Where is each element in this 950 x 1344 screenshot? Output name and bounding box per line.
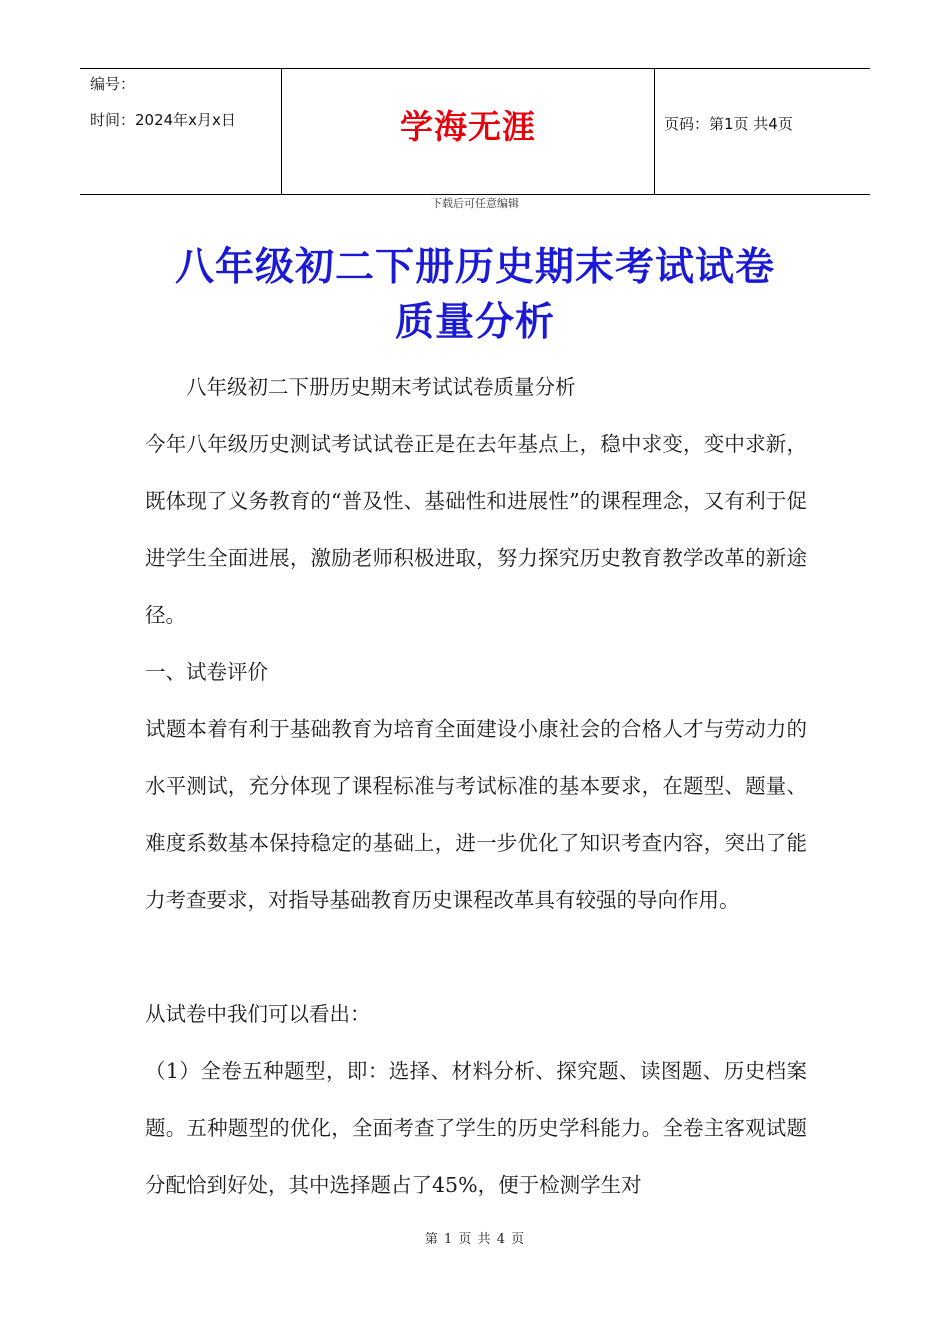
section-heading: 一、试卷评价 <box>145 660 268 684</box>
document-title-line-2: 质量分析 <box>394 300 555 345</box>
paragraph-intro: 今年八年级历史测试考试试卷正是在去年基点上，稳中求变，变中求新，既体现了义务教育的“普及性、基础性和进展性”的课程理念，又有利于促进学生全面进展，激励老师积极进取，努力探究历史教育教学改革的新途径。 <box>145 432 807 627</box>
page-footer: 第 1 页 共 4 页 <box>424 1232 526 1247</box>
header-table <box>80 68 870 195</box>
body-subtitle: 八年级初二下册历史期末考试试卷质量分析 <box>186 375 576 399</box>
document-title-line-1: 八年级初二下册历史期末考试试卷 <box>174 245 775 290</box>
paragraph-observation: 从试卷中我们可以看出： <box>145 1002 371 1026</box>
paragraph-evaluation: 试题本着有利于基础教育为培育全面建设小康社会的合格人才与劳动力的水平测试，充分体现了课程标准与考试标准的基本要求，在题型、题量、难度系数基本保持稳定的基础上，进一步优化了知识考查内容，突出了能力考查要求，对指导基础教育历史课程改革具有较强的导向作用。 <box>145 717 807 912</box>
brand-title: 学海无涯 <box>400 107 536 146</box>
page-number-label: 页码：第1页 共4页 <box>664 115 793 133</box>
paragraph-question-types: （1）全卷五种题型，即：选择、材料分析、探究题、读图题、历史档案题。五种题型的优化，全面考查了学生的历史学科能力。全卷主客观试题分配恰到好处，其中选择题占了45%，便于检测学生对 <box>145 1059 807 1197</box>
document-time-label: 时间：2024年x月x日 <box>90 111 236 129</box>
header-divider <box>654 69 655 194</box>
download-note: 下载后可任意编辑 <box>431 197 519 210</box>
document-number-label: 编号： <box>90 75 136 93</box>
